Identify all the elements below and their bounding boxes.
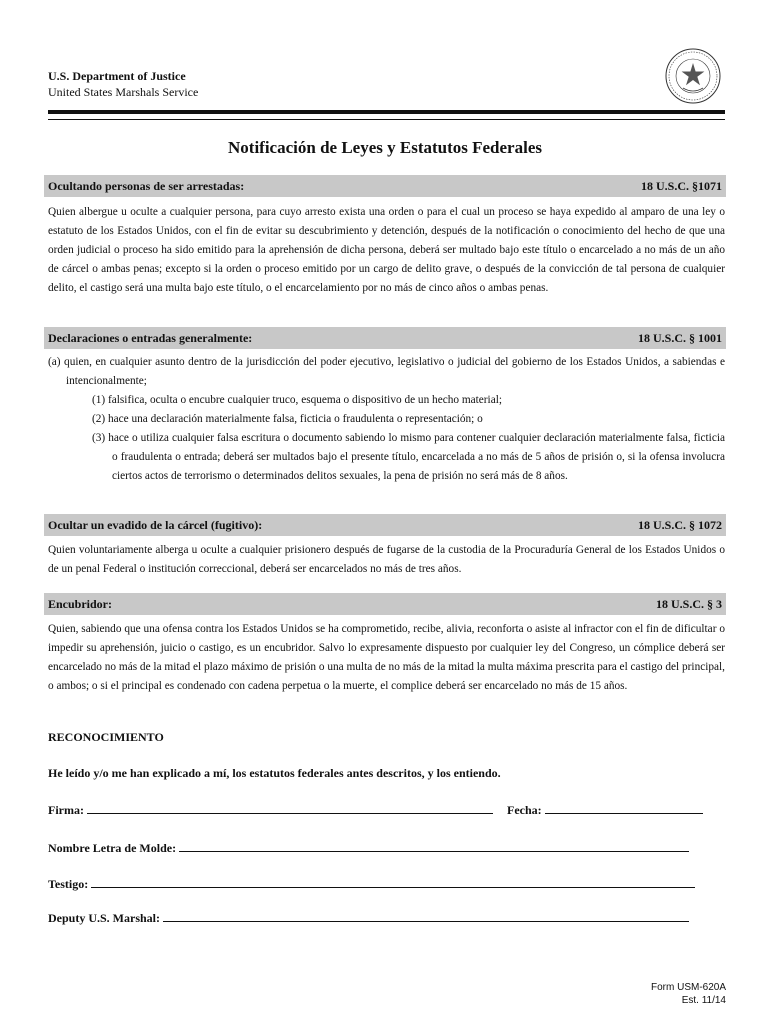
marshals-seal-icon xyxy=(665,48,721,104)
form-footer xyxy=(651,981,726,1007)
section-header-1071 xyxy=(44,175,726,197)
agency-header xyxy=(48,68,198,100)
header-rule xyxy=(48,110,725,114)
section-header-1072 xyxy=(44,514,726,536)
marshal-row xyxy=(48,909,689,926)
section-citation: 18 U.S.C. § 1072 xyxy=(637,518,722,532)
signature-row xyxy=(48,801,703,818)
section-citation: 18 U.S.C. §1071 xyxy=(640,179,722,193)
form-number: Form USM-620A xyxy=(650,982,726,993)
list-item: (2) hace una declaración materialmente falsa, ficticia o fraudulenta o representación; o xyxy=(92,413,483,425)
department-name: U.S. Department of Justice xyxy=(48,69,186,83)
section-lead: (a) quien, en cualquier asunto dentro de la jurisdicción del poder ejecutivo, legislativo o judicial del gobierno de los Estados Unidos, a sabiendas e intencionalmente; xyxy=(48,356,725,387)
section-text-1071: Quien albergue u oculte a cualquier persona, para cuyo arresto exista una orden o para el cual un proceso se haya expedido al amparo de una ley o estatuto de los Estados Unidos, con el fin de evitar su descubrimiento y detención, después de la notificación o conocimiento del hecho de que una orden judicial o proceso ha sido emitido para la aprehensión de dicha persona, deberá ser multado bajo este título o encarcelado a no más de un año de cárcel o ambas penas; excepto si la orden o proceso emitido por un cargo de delito grave, o después de la convicción de tal persona de cualquier delito, el castigo será una multa bajo este título, o el encarcelamiento por no más de cinco años o ambas penas. xyxy=(48,206,725,294)
section-text-1072: Quien voluntariamente alberga u oculte a cualquier prisionero después de fugarse de la custodia de la Procuraduría General de los Estados Unidos o de un penal Federal o institución correccional, deberá ser encarcelados no más de tres años. xyxy=(48,544,725,575)
service-name: United States Marshals Service xyxy=(48,85,199,99)
section-citation: 18 U.S.C. § 1001 xyxy=(637,331,722,345)
section-title: Ocultando personas de ser arrestadas: xyxy=(48,179,245,193)
marshal-label: Deputy U.S. Marshal: xyxy=(48,911,161,925)
print-name-field[interactable] xyxy=(179,839,689,852)
print-name-row xyxy=(48,839,689,856)
list-item: (1) falsifica, oculta o encubre cualquier truco, esquema o dispositivo de un hecho material; xyxy=(92,394,502,406)
section-header-3 xyxy=(44,593,726,615)
section-title: Encubridor: xyxy=(48,597,113,611)
list-item: (3) hace o utiliza cualquier falsa escritura o documento sabiendo lo mismo para contener cualquier declaración materialmente falsa, ficticia o fraudulenta o entrada; deberá ser multados bajo el presente título, encarcelada a no más de 5 años de prisión o, si la ofensa involucra ciertos actos de terrorismo o determinados delitos sexuales, la pena de prisión no será más de 8 años. xyxy=(92,432,725,482)
witness-field[interactable] xyxy=(91,875,695,888)
witness-label: Testigo: xyxy=(48,877,89,891)
acknowledgment-heading: RECONOCIMIENTO xyxy=(48,730,164,744)
section-title: Ocultar un evadido de la cárcel (fugitivo): xyxy=(48,518,263,532)
section-text-1001 xyxy=(48,353,725,486)
date-field[interactable] xyxy=(545,801,703,814)
form-edition: Est. 11/14 xyxy=(681,995,726,1006)
section-header-1001 xyxy=(44,327,726,349)
signature-field[interactable] xyxy=(87,801,493,814)
acknowledgment-statement: He leído y/o me han explicado a mí, los estatutos federales antes descritos, y los entiendo. xyxy=(48,766,501,780)
section-citation: 18 U.S.C. § 3 xyxy=(655,597,722,611)
header-rule-thin xyxy=(48,119,725,120)
marshal-field[interactable] xyxy=(163,909,689,922)
signature-label: Firma: xyxy=(48,803,84,817)
page-title: Notificación de Leyes y Estatutos Federales xyxy=(228,138,542,157)
date-label: Fecha: xyxy=(506,803,542,817)
witness-row xyxy=(48,875,695,892)
print-name-label: Nombre Letra de Molde: xyxy=(48,841,177,855)
section-text-3: Quien, sabiendo que una ofensa contra los Estados Unidos se ha comprometido, recibe, alivia, reconforta o asiste al infractor con el fin de dificultar o impedir su aprehensión, juicio o castigo, es un encubridor. Salvo lo expresamente dispuesto por cualquier ley del Congreso, un cómplice deberá ser encarcelado no más de la mitad el plazo máximo de prisión o una multa de no más de la mitad la multa máxima prescrita para el castigo del principal, o ambos; o si el principal es condenado con cadena perpetua o la muerte, el complice deberá ser encarcelado no más de 15 años. xyxy=(48,623,725,692)
section-title: Declaraciones o entradas generalmente: xyxy=(48,331,253,345)
